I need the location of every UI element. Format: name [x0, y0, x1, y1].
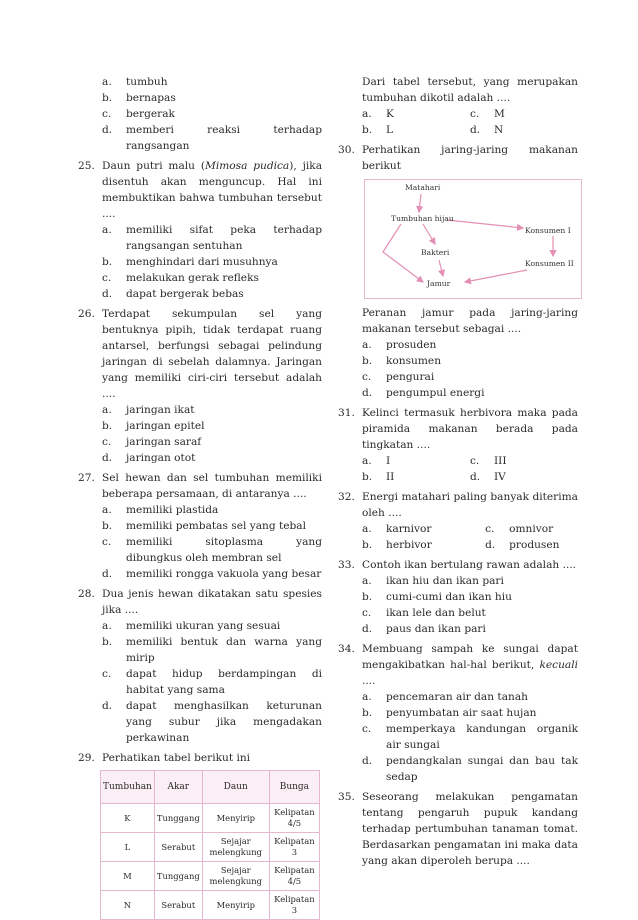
q30-option-a[interactable]: a. prosuden: [362, 339, 437, 351]
question-34: [338, 641, 578, 785]
q30-option-c[interactable]: c. pengurai: [362, 371, 435, 383]
table-cell: Serabut: [154, 833, 202, 862]
node-konsumen-1: Konsumen I: [525, 226, 571, 235]
question-stem: Dua jenis hewan dikatakan satu spesies jika ....: [102, 588, 322, 616]
node-jamur: Jamur: [427, 279, 451, 288]
q31-option-d[interactable]: d. IV: [470, 471, 506, 483]
q32-option-c[interactable]: c. omnivor: [485, 523, 554, 535]
question-number: 33.: [338, 559, 355, 571]
q34-option-b[interactable]: b. penyumbatan air saat hujan: [362, 707, 537, 719]
question-stem: Energi matahari paling banyak diterima oleh ....: [362, 491, 578, 519]
q24-option-d[interactable]: d. memberi reaksi terhadap rangsangan: [102, 124, 322, 152]
q32-option-d[interactable]: d. produsen: [485, 539, 560, 551]
q34-option-a[interactable]: a. pencemaran air dan tanah: [362, 691, 528, 703]
table-cell: Serabut: [154, 891, 202, 920]
question-stem: Sel hewan dan sel tumbuhan memiliki beberapa persamaan, di antaranya ....: [102, 472, 322, 500]
question-number: 25.: [78, 160, 95, 172]
table-header: Bunga: [269, 771, 319, 804]
table-cell: L: [101, 833, 155, 862]
question-24-tail: [78, 74, 322, 154]
q28-option-a[interactable]: a. memiliki ukuran yang sesuai: [102, 620, 281, 632]
question-33: [338, 557, 578, 637]
question-26: [78, 306, 322, 466]
q30-option-b[interactable]: b. konsumen: [362, 355, 442, 367]
table-cell: Sejajar melengkung: [202, 833, 269, 862]
q33-option-d[interactable]: d. paus dan ikan pari: [362, 623, 486, 635]
table-cell: Kelipatan 3: [269, 833, 319, 862]
arrow-matahari-to-tumbuhan: [419, 194, 421, 212]
table-cell: N: [101, 891, 155, 920]
q33-option-b[interactable]: b. cumi-cumi dan ikan hiu: [362, 591, 512, 603]
question-number: 27.: [78, 472, 95, 484]
table-cell: Sejajar melengkung: [202, 862, 269, 891]
question-stem-2: Peranan jamur pada jaring-jaring makanan tersebut sebagai ....: [362, 307, 578, 335]
table-cell: Kelipatan 4/5: [269, 804, 319, 833]
q24-option-c[interactable]: c. bergerak: [102, 108, 175, 120]
q27-option-b[interactable]: b. memiliki pembatas sel yang tebal: [102, 520, 307, 532]
q31-option-b[interactable]: b. II: [362, 471, 395, 483]
q28-option-c[interactable]: c. dapat hidup berdampingan di habitat yang sama: [102, 668, 322, 696]
question-29: [78, 750, 322, 920]
q31-option-a[interactable]: a. I: [362, 455, 391, 467]
q24-option-a[interactable]: a. tumbuh: [102, 76, 168, 88]
table-cell: Menyirip: [202, 891, 269, 920]
table-cell: K: [101, 804, 155, 833]
food-web-diagram: [364, 179, 582, 299]
q34-option-d[interactable]: d. pendangkalan sungai dan bau tak sedap: [362, 755, 578, 783]
q28-option-b[interactable]: b. memiliki bentuk dan warna yang mirip: [102, 636, 322, 664]
node-bakteri: Bakteri: [421, 248, 450, 257]
question-35: [338, 789, 578, 869]
arrow-tumbuhan-to-bakteri: [423, 224, 435, 244]
question-28: [78, 586, 322, 746]
table-row: [101, 804, 320, 833]
q26-option-d[interactable]: d. jaringan otot: [102, 452, 196, 464]
table-header: Tumbuhan: [101, 771, 155, 804]
table-cell: M: [101, 862, 155, 891]
table-header-row: [101, 771, 320, 804]
question-number: 31.: [338, 407, 355, 419]
q34-option-c[interactable]: c. memperkaya kandungan organik air sungai: [362, 723, 578, 751]
node-tumbuhan-hijau: Tumbuhan hijau: [391, 214, 454, 223]
table-row: [101, 833, 320, 862]
table-cell: Tunggang: [154, 862, 202, 891]
food-web-arrows: [365, 180, 581, 298]
question-stem: Contoh ikan bertulang rawan adalah ....: [362, 559, 577, 571]
q29-option-c[interactable]: c. M: [470, 108, 505, 120]
table-cell: Kelipatan 3: [269, 891, 319, 920]
arrow-tumbuhan-to-konsumen1: [447, 220, 523, 228]
node-konsumen-2: Konsumen II: [525, 259, 574, 268]
q24-option-b[interactable]: b. bernapas: [102, 92, 176, 104]
q27-option-c[interactable]: c. memiliki sitoplasma yang dibungkus oleh membran sel: [102, 536, 322, 564]
question-stem: Terdapat sekumpulan sel yang bentuknya pipih, tidak terdapat ruang antarsel, berfungsi sebagai pelindung jaringan di sebelah dalamnya. Jaringan yang memiliki ciri-ciri tersebut adalah ....: [102, 308, 322, 400]
table-cell: Kelipatan 4/5: [269, 862, 319, 891]
table-row: [101, 891, 320, 920]
arrow-konsumen2-to-jamur: [465, 270, 527, 282]
question-stem: Dari tabel tersebut, yang merupakan tumbuhan dikotil adalah ....: [362, 76, 578, 104]
table-header: Akar: [154, 771, 202, 804]
q33-option-c[interactable]: c. ikan lele dan belut: [362, 607, 486, 619]
arrow-bakteri-to-jamur: [439, 260, 443, 276]
question-25: [78, 158, 322, 302]
q25-option-d[interactable]: d. dapat bergerak bebas: [102, 288, 244, 300]
table-header: Daun: [202, 771, 269, 804]
q25-option-a[interactable]: a. memiliki sifat peka terhadap rangsangan sentuhan: [102, 224, 322, 252]
question-number: 30.: [338, 144, 355, 156]
question-number: 28.: [78, 588, 95, 600]
question-stem: Seseorang melakukan pengamatan tentang pengaruh pupuk kandang terhadap pertumbuhan tanaman tomat. Berdasarkan pengamatan ini maka data yang akan diperoleh berupa ....: [362, 791, 578, 867]
left-column: [78, 74, 322, 920]
table-row: [101, 862, 320, 891]
q29-option-b[interactable]: b. L: [362, 124, 394, 136]
q29-option-a[interactable]: a. K: [362, 108, 394, 120]
question-stem: Kelinci termasuk herbivora maka pada piramida makanan berada pada tingkatan ....: [362, 407, 578, 451]
q31-option-c[interactable]: c. III: [470, 455, 507, 467]
question-27: [78, 470, 322, 582]
plant-table: [100, 770, 320, 920]
q32-option-a[interactable]: a. karnivor: [362, 523, 432, 535]
question-32: [338, 489, 578, 553]
q25-option-c[interactable]: c. melakukan gerak refleks: [102, 272, 259, 284]
q26-option-b[interactable]: b. jaringan epitel: [102, 420, 205, 432]
question-stem: Membuang sampah ke sungai dapat mengakibatkan hal-hal berikut, kecuali ....: [362, 643, 578, 687]
q26-option-c[interactable]: c. jaringan saraf: [102, 436, 202, 448]
question-31: [338, 405, 578, 485]
question-number: 29.: [78, 752, 95, 764]
question-number: 35.: [338, 791, 355, 803]
right-column: [338, 74, 578, 869]
question-stem: Perhatikan jaring-jaring makanan berikut: [362, 144, 578, 172]
table-cell: Menyirip: [202, 804, 269, 833]
q32-option-b[interactable]: b. herbivor: [362, 539, 432, 551]
question-29-continued: [338, 74, 578, 138]
question-stem: Perhatikan tabel berikut ini: [102, 752, 251, 764]
node-matahari: Matahari: [405, 183, 441, 192]
q27-option-a[interactable]: a. memiliki plastida: [102, 504, 219, 516]
q28-option-d[interactable]: d. dapat menghasilkan keturunan yang subur jika mengadakan perkawinan: [102, 700, 322, 744]
q26-option-a[interactable]: a. jaringan ikat: [102, 404, 195, 416]
question-number: 26.: [78, 308, 95, 320]
q30-option-d[interactable]: d. pengumpul energi: [362, 387, 485, 399]
arrow-tumbuhan-to-jamur: [383, 224, 423, 282]
q33-option-a[interactable]: a. ikan hiu dan ikan pari: [362, 575, 504, 587]
question-stem: Daun putri malu (Mimosa pudica), jika disentuh akan menguncup. Hal ini membuktikan bahwa tumbuhan tersebut ....: [102, 160, 323, 220]
question-number: 32.: [338, 491, 355, 503]
question-number: 34.: [338, 643, 355, 655]
question-30: [338, 142, 578, 401]
q25-option-b[interactable]: b. menghindari dari musuhnya: [102, 256, 278, 268]
q29-option-d[interactable]: d. N: [470, 124, 504, 136]
q27-option-d[interactable]: d. memiliki rongga vakuola yang besar: [102, 568, 322, 580]
table-cell: Tunggang: [154, 804, 202, 833]
